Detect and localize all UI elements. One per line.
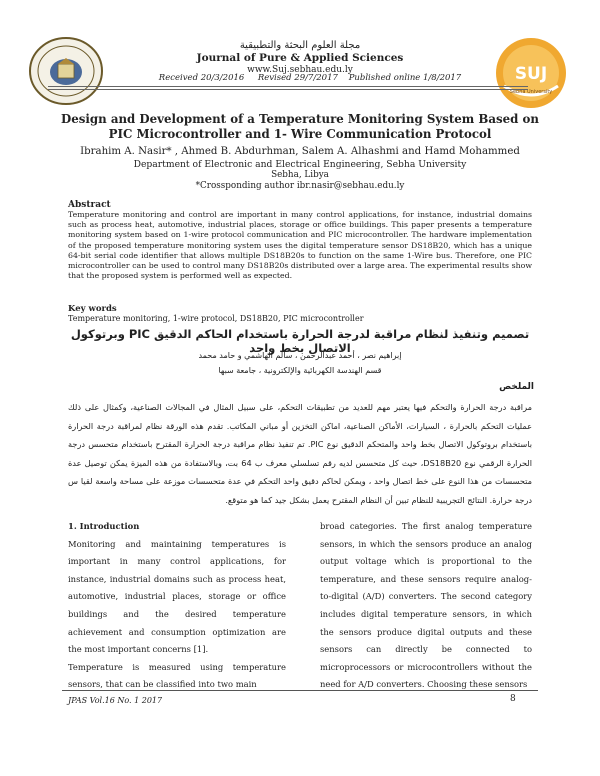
abstract-text: Temperature monitoring and control are important in many control applications, for instance, industrial domains such as process heat, automotive, industrial places, storage or office buildings. This paper presents a temperature monitoring system based on 1-wire protocol communication and PIC microcontroller. The hardware implementation of the proposed temperature monitoring system uses the digital temperature sensor DS18B20, which has a unique 64-bit serial code identifier that allows multiple DS18B20s to function on the same 1-Wire bus. Therefore, one PIC microcontroller can be used to control many DS18B20s distributed over a large area. The experimental results show that the proposed system is performed well as expected. (68, 210, 532, 281)
header-divider (48, 86, 528, 87)
journal-title-arabic: مجلة العلوم البحثة والتطبيقية (239, 40, 361, 51)
keywords-heading: Key words (68, 304, 117, 314)
author-affiliation: Department of Electronic and Electrical Engineering, Sebha University (133, 159, 467, 170)
corresponding-author: *Crossponding author ibr.nasir@sebhau.edu.ly (195, 181, 405, 191)
body-paragraph: broad categories. The first analog temperature sensors, in which the sensors produce an analog output voltage which is proportional to the temperature, and these sensors require analog-to-digital (A/D) converters. The second category includes digital temperature sensors, in which the sensors produce digital outputs and these sensors can directly be connected to microprocessors or microcontrollers without the need for A/D converters. Choosing these sensors (320, 521, 532, 690)
section-heading-introduction: 1. Introduction (68, 521, 140, 531)
author-city: Sebha, Libya (271, 170, 329, 180)
suj-logo (492, 36, 570, 110)
received-date: Received 20/3/2016 (158, 73, 245, 83)
journal-title: Journal of Pure & Applied Sciences (196, 52, 404, 64)
arabic-authors: إبراهيم نصر ، أحمد عبدالرحمن ، سالم الهاشمي و حامد محمد (198, 351, 402, 360)
revised-date: Revised 29/7/2017 (257, 73, 338, 83)
arabic-title: تصميم وتنفيذ لنظام مراقبة لدرجة الحرارة باستخدام الحاكم الدقيق PIC وبرتوكول الاتصال بخط واحد (70, 327, 530, 355)
abstract-heading: Abstract (68, 200, 111, 210)
publication-dates (140, 73, 480, 83)
journal-seal-logo (28, 36, 104, 106)
keywords-text: Temperature monitoring, 1-wire protocol, DS18B20, PIC microcontroller (68, 314, 364, 323)
published-date: Published online 1/8/2017 (348, 73, 462, 83)
footer-journal-ref: JPAS Vol.16 No. 1 2017 (68, 696, 163, 705)
body-column-left (68, 518, 286, 694)
arabic-abstract-text: مراقبة درجة الحرارة والتحكم فيها يعتبر مهم للعديد من تطبيقات التحكم، على سبيل المثال في المجالات الصناعية، وكمثال على ذلك عمليات التحكم بالحرارة ، السيارات، الأماكن الصناعية، اماكن التخزين أو مباني المكاتب. تقدم هذه الورقة نظام لمراقبة درجة الحرارة باستخدام بروتوكول الاتصال بخط واحد والمتحكم الدقيق نوع PIC. تم تنفيذ نظام مراقبة درجة الحرارة المقترح باستخدام متحسس درجة الحرارة الرقمي نوع DS18B20، حيث كل متحسس لديه رقم تسلسلي معرف ب 64 بت، وبالاستفادة من هذه الميزة يمكن توصيل عدة متحسسات من هذا النوع على خط اتصال واحد ، ويمكن لحاكم دقيق واحد التحكم في عدة متحسسات موزعة على مساحة واسعة لقيا س درجة حرارة. النتائج التجريبية للنظام تبين أن النظام المقترح يعمل بشكل جيد كما هو متوقع. (68, 402, 532, 505)
journal-url-link[interactable]: www.Suj.sebhau.edu.ly (247, 65, 353, 75)
svg-text:SUJ: SUJ (514, 64, 548, 84)
footer-divider (62, 690, 538, 691)
body-column-right (320, 518, 532, 694)
arabic-abstract-heading: الملخص (499, 382, 534, 392)
paper-authors: Ibrahim A. Nasir* , Ahmed B. Abdurhman, Salem A. Alhashmi and Hamd Mohammed (80, 146, 520, 157)
svg-text:Sebha University: Sebha University (509, 89, 553, 95)
body-paragraph: Monitoring and maintaining temperatures is important in many control applications, for instance, industrial domains such as process heat, automotive, industrial places, storage or office buildings and the desired temperature achievement and consumption optimization are the most important concerns [1]. (68, 538, 286, 655)
paper-title: Design and Development of a Temperature Monitoring System Based on PIC Microcontroller and 1- Wire Communication Protocol (61, 112, 539, 141)
header-divider-2 (48, 89, 528, 90)
arabic-affiliation: قسم الهندسة الكهربائية والإلكترونية ، جامعة سبها (218, 366, 382, 375)
page-number: 8 (510, 694, 516, 704)
body-paragraph: Temperature is measured using temperature sensors, that can be classified into two main (68, 661, 286, 690)
